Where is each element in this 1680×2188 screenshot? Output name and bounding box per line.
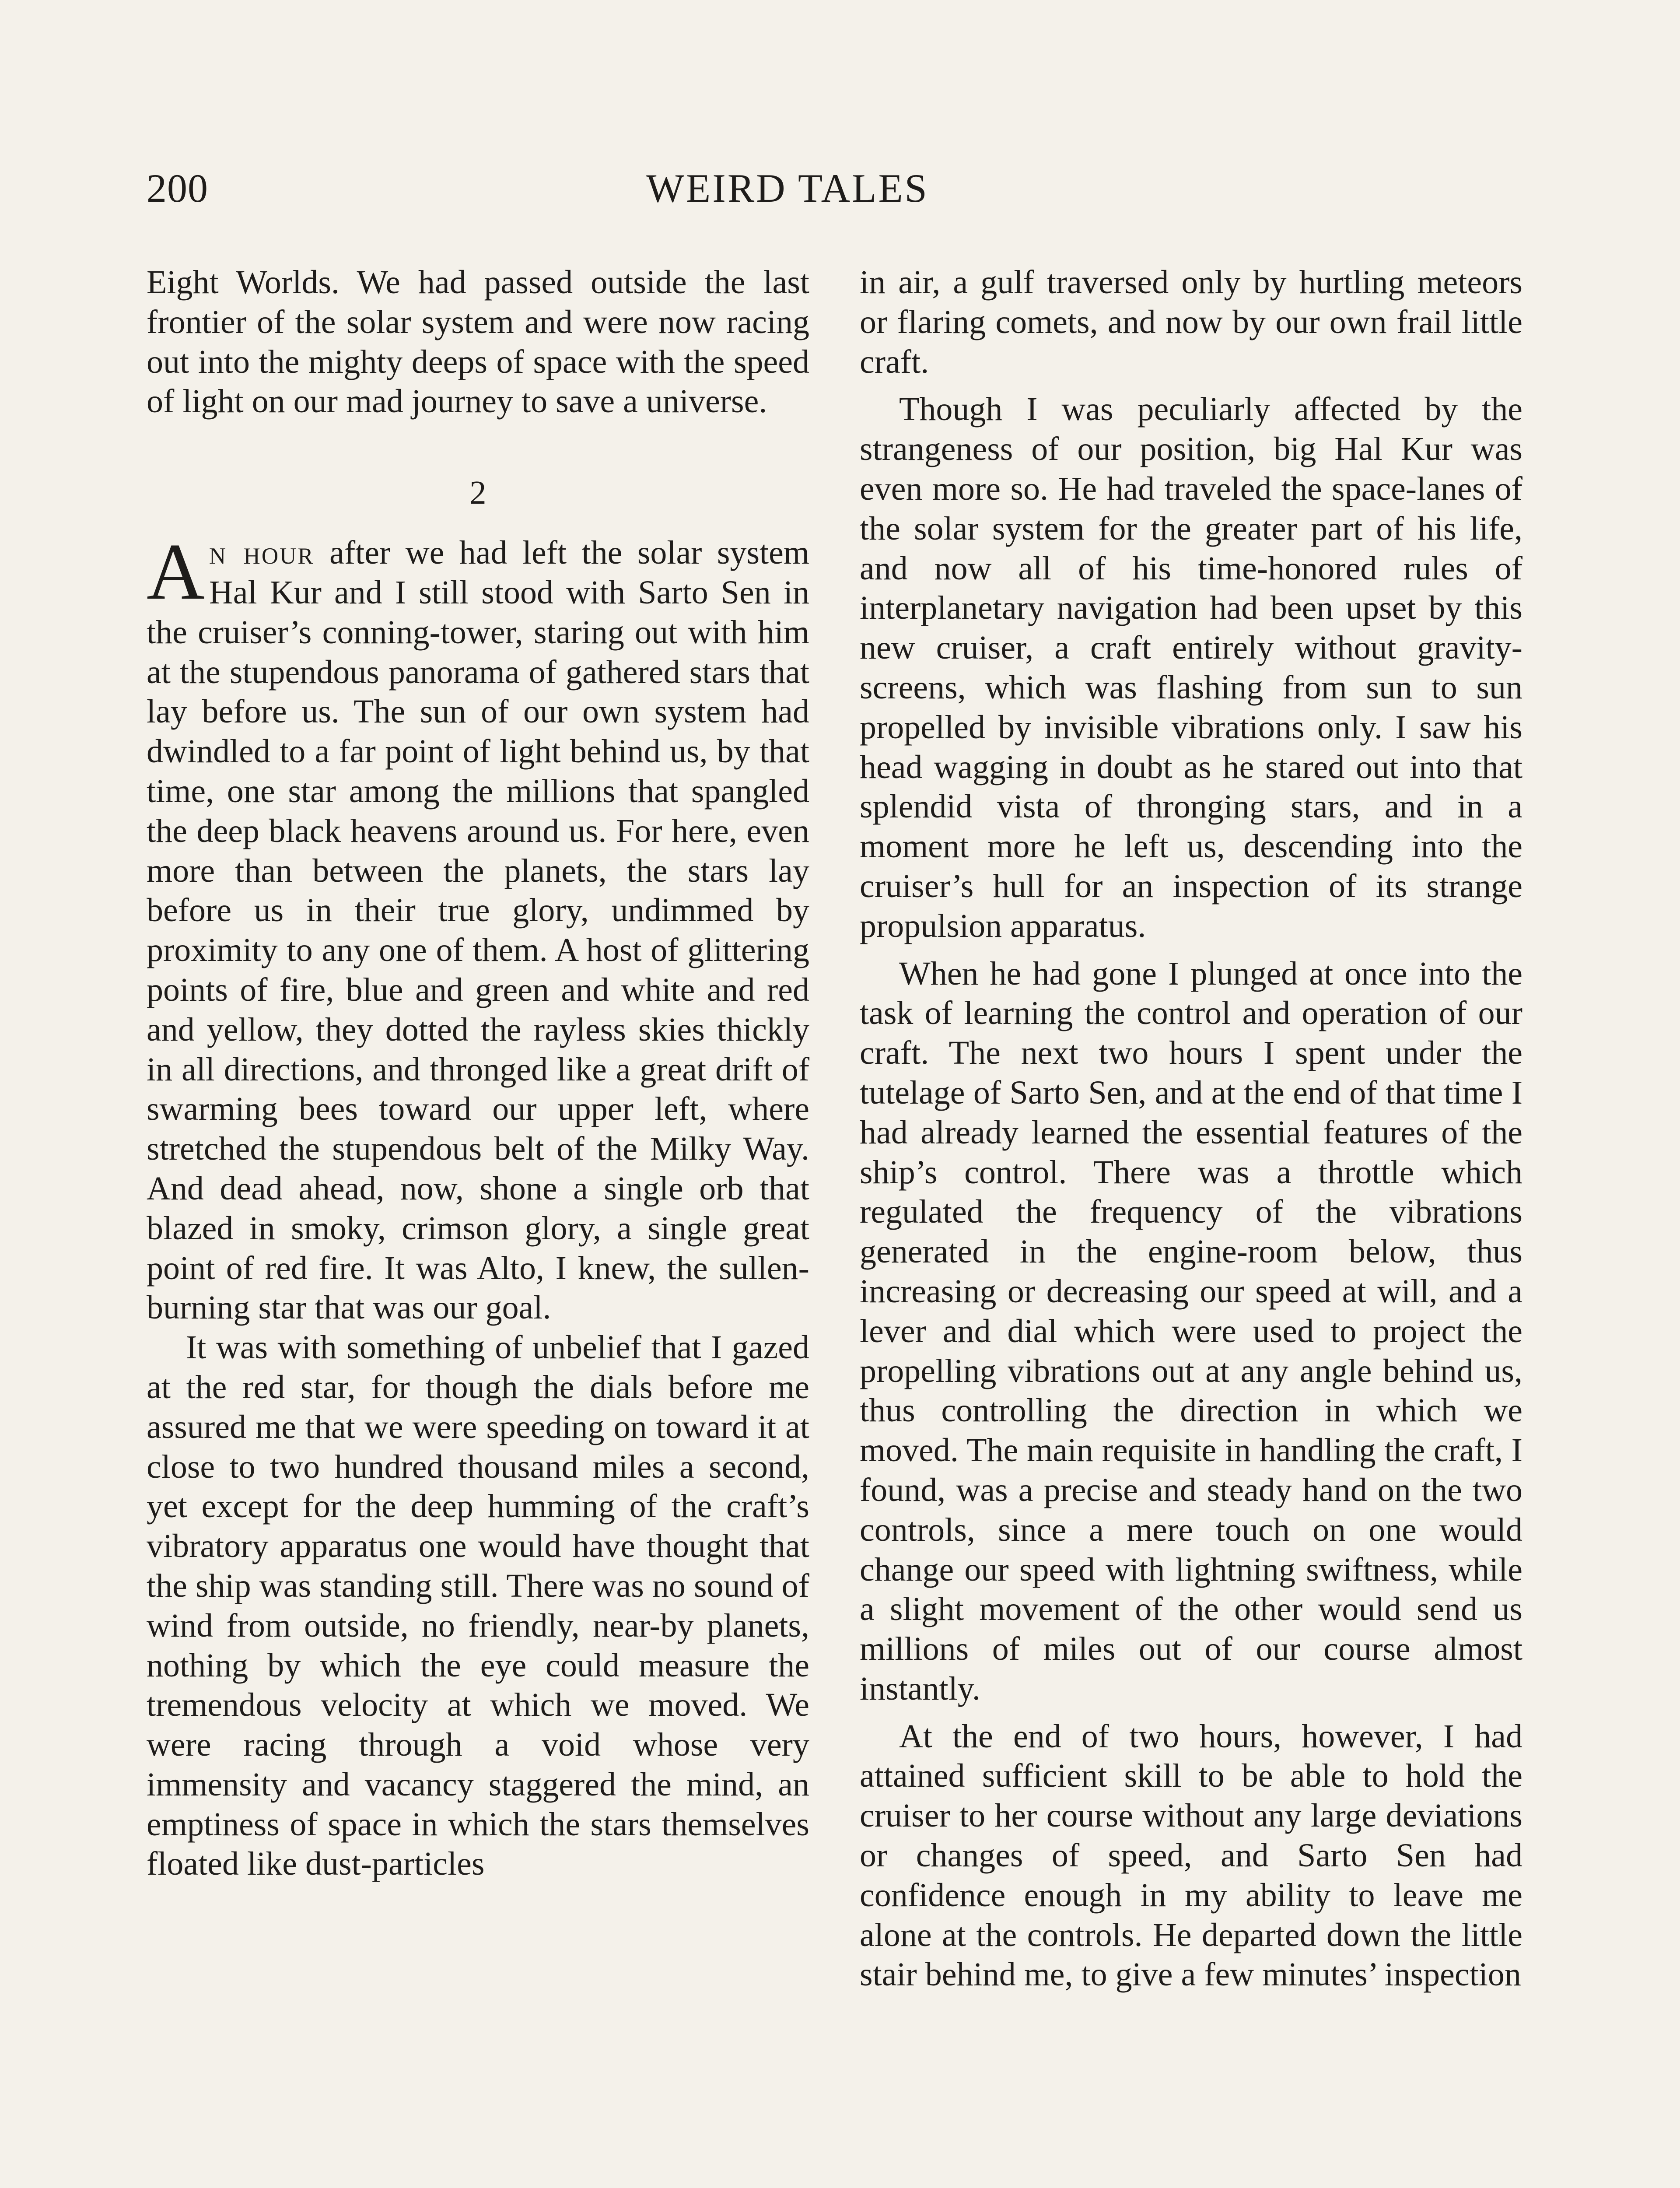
running-title: WEIRD TALES [646, 166, 929, 210]
opening-text: after we had left the solar system Hal Kur and I still stood with Sarto Sen in the cruiser’s conning-tower, staring out with him at the stupendous panorama of gathered stars that lay before us. The sun of our own system had dwindled to a far point of light behind us, by that time, one star among the millions that spangled the deep black heavens around us. For here, even more than between the planets, the stars lay before us in their true glory, undimmed by proximity to any one of them. A host of glittering points of fire, blue and green and white and red and yellow, they dotted the rayless skies thickly in all directions, and thronged like a great drift of swarming bees toward our upper left, where stretched the stupendous belt of the Milky Way. And dead ahead, now, shone a single orb that blazed in smoky, crimson glory, a single great point of red fire. It was Alto, I knew, the sullen-burning star that was our goal. [147, 534, 809, 1326]
opening-paragraph [147, 527, 809, 1328]
continued-paragraph: Eight Worlds. We had passed outside the last frontier of the solar system and were now racing out into the mighty deeps of space with the speed of light on our mad journey to save a universe. [147, 264, 809, 420]
right-paragraph-2: Though I was peculiarly affected by the strangeness of our position, big Hal Kur was even more so. He had traveled the space-lanes of the solar system for the greater part of his life, and now all of his time-honored rules of interplanetary navigation had been upset by this new cruiser, a craft entirely without gravity-screens, which was flashing from sun to sun propelled by invisible vibrations only. I saw his head wagging in doubt as he stared out into that splendid vista of thronging stars, and in a moment more he left us, descending into the cruiser’s hull for an inspection of its strange propulsion apparatus. [860, 391, 1522, 944]
section-number: 2 [469, 474, 486, 512]
right-paragraph-3: When he had gone I plunged at once into the task of learning the control and operation of our craft. The next two hours I spent under the tutelage of Sarto Sen, and at the end of that time I had already learned the essential features of the ship’s control. There was a throttle which regulated the frequency of the vibrations generated in the engine-room below, thus increasing or decreasing our speed at will, and a lever and dial which were used to project the propelling vibrations out at any angle behind us, thus controlling the direction in which we moved. The main requisite in handling the craft, I found, was a precise and steady hand on the two controls, since a mere touch on one would change our speed with lightning swiftness, while a slight movement of the other would send us millions of miles out of our course almost instantly. [860, 955, 1522, 1707]
right-paragraph-4: At the end of two hours, however, I had attained sufficient skill to be able to hold the cruiser to her course without any large deviations or changes of speed, and Sarto Sen had confidence enough in my ability to leave me alone at the controls. He departed down the little stair behind me, to give a few minutes’ inspection [860, 1718, 1522, 1993]
left-column [147, 263, 809, 1884]
page-header [147, 162, 1428, 214]
right-paragraph-1: in air, a gulf traversed only by hurtling meteors or flaring comets, and now by our own frail little craft. [860, 264, 1522, 380]
page-number: 200 [147, 166, 208, 210]
drop-cap: A [147, 527, 205, 617]
left-paragraph-2: It was with something of unbelief that I gazed at the red star, for though the dials before me assured me that we were speeding on toward it at close to two hundred thousand miles a second, yet except for the deep humming of the craft’s vibratory apparatus one would have thought that the ship was standing still. There was no sound of wind from outside, no friendly, near-by planets, nothing by which the eye could measure the tremendous velocity at which we moved. We were racing through a void whose very immensity and vacancy staggered the mind, an emptiness of space in which the stars themselves floated like dust-particles [147, 1329, 809, 1883]
right-column [860, 263, 1522, 1995]
opening-smallcaps: n hour [209, 534, 315, 572]
